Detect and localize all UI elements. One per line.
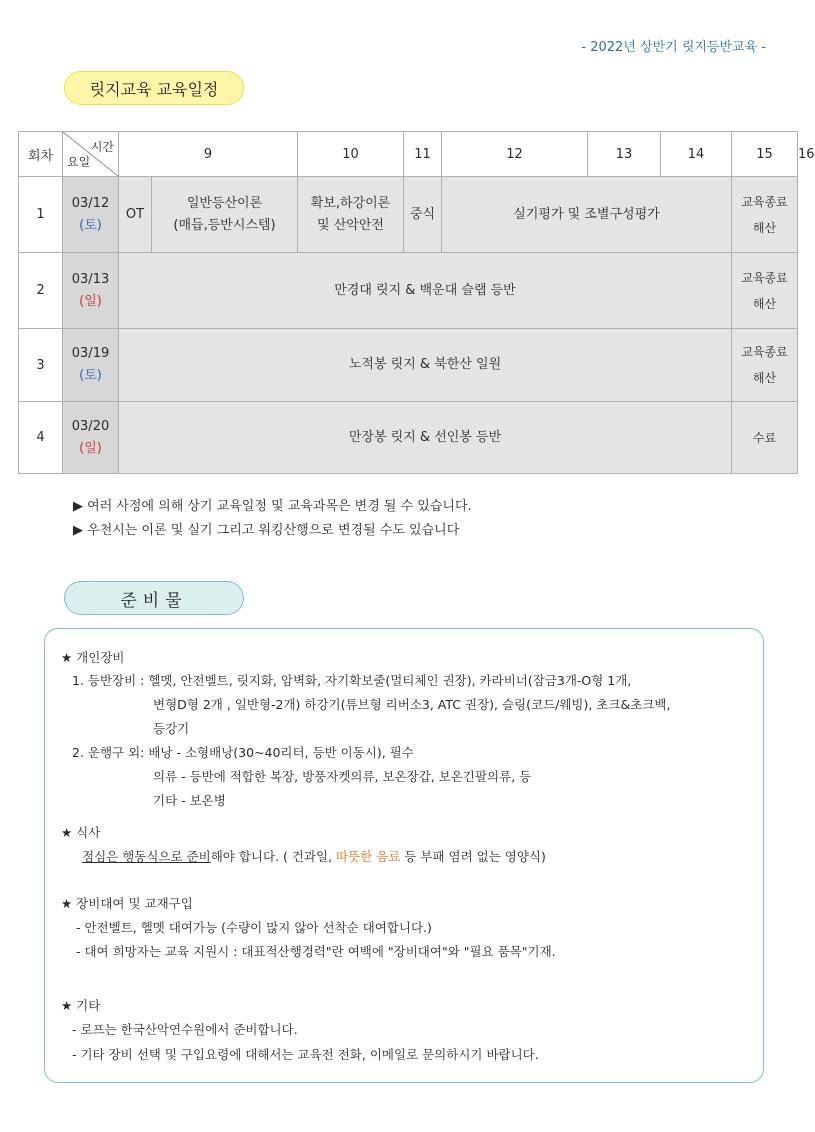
date-cell [63, 402, 119, 474]
hour-header: 12 [442, 132, 588, 177]
time-day-header [63, 132, 119, 177]
personal-gear-title: ★ 개인장비 [61, 650, 125, 665]
meal-text: 해야 합니다. ( 건과일, [210, 849, 337, 864]
header-note: - 2022년 상반기 릿지등반교육 - [581, 40, 766, 55]
practice-cell: 실기평가 및 조별구성평가 [442, 177, 732, 253]
theory1-line2: (매듭,등반시스템) [173, 217, 276, 233]
theory1-line1: 일반등산이론 [186, 195, 263, 211]
col-time-label: 시간 [90, 140, 114, 154]
hiking-gear-line: 의류 - 등반에 적합한 복장, 방풍자켓의류, 보온장갑, 보온긴팔의류, 등 [153, 769, 532, 784]
meal-highlight: 따뜻한 음료 [336, 849, 401, 864]
end-line2: 해산 [752, 296, 777, 311]
session-cell: 만장봉 릿지 & 선인봉 등반 [119, 402, 732, 474]
schedule-title: 릿지교육 교육일정 [64, 71, 244, 105]
end-cell: 수료 [732, 402, 798, 474]
rental-title: ★ 장비대여 및 교재구입 [61, 896, 193, 911]
meal-line [82, 847, 546, 865]
date: 03/19 [71, 346, 110, 361]
ot-cell: OT [119, 177, 152, 253]
climbing-gear-line: 1. 등반장비 : 헬멧, 안전벨트, 릿지화, 암벽화, 자기확보줄(멀티체인 권장), 카라비너(잠금3개-O형 1개, [72, 673, 632, 688]
climbing-gear-line: 변형D형 2개 , 일반형-2개) 하강기(튜브형 리버소3, ATC 권장), 슬링(코드/웨빙), 초크&초크백, [153, 697, 671, 712]
round-number: 1 [19, 177, 63, 253]
date: 03/20 [71, 418, 110, 434]
round-number: 4 [19, 402, 63, 474]
round-number: 3 [19, 329, 63, 402]
date-cell [63, 177, 119, 253]
rental-line: - 대여 희망자는 교육 지원시 : 대표적산행경력"란 여백에 "장비대여"와 "필요 품목"기재. [76, 944, 556, 959]
note-line: ▶ 여러 사정에 의해 상기 교육일정 및 교육과목은 변경 될 수 있습니다. [73, 499, 472, 514]
date: 03/12 [71, 195, 110, 211]
date-cell [63, 329, 119, 402]
theory2-cell [298, 177, 404, 253]
weekday-sun: (일) [79, 440, 102, 456]
weekday-sat: (토) [79, 217, 102, 233]
schedule-table [18, 131, 815, 474]
end-line1: 교육종료 [741, 345, 788, 359]
note-line: ▶ 우천시는 이론 및 실기 그리고 워킹산행으로 변경될 수도 있습니다 [73, 523, 460, 538]
hour-header: 15 [732, 132, 798, 177]
date: 03/13 [71, 271, 110, 287]
meal-title: ★ 식사 [61, 825, 101, 840]
schedule-notes [73, 495, 472, 543]
theory2-line2: 및 산악안전 [317, 217, 384, 233]
lunch-cell: 중식 [404, 177, 442, 253]
end-line1: 교육종료 [741, 194, 788, 209]
end-line1: 교육종료 [741, 270, 788, 285]
hour-header: 10 [298, 132, 404, 177]
prep-title: 준비물 [64, 581, 244, 615]
theory2-line1: 확보,하강이론 [310, 195, 391, 211]
table-row [19, 329, 798, 402]
etc-line: - 로프는 한국산악연수원에서 준비합니다. [72, 1022, 298, 1037]
etc-title: ★ 기타 [61, 998, 101, 1013]
etc-line: - 기타 장비 선택 및 구입요령에 대해서는 교육전 전화, 이메일로 문의하시기 바랍니다. [72, 1047, 539, 1062]
session-cell: 만경대 릿지 & 백운대 슬랩 등반 [119, 253, 732, 329]
hour-header: 11 [404, 132, 442, 177]
theory1-cell [152, 177, 298, 253]
table-row [19, 177, 798, 253]
table-row [19, 402, 798, 474]
end-line2: 해산 [752, 371, 777, 385]
table-header-row: 회차 시간 요일 9 10 11 12 13 14 15 16 [19, 132, 798, 177]
round-number: 2 [19, 253, 63, 329]
hour-header: 9 [119, 132, 298, 177]
meal-text: 등 부패 염려 없는 영양식) [400, 849, 546, 864]
rental-line: - 안전벨트, 헬멧 대여가능 (수량이 많지 않아 선착순 대여합니다.) [76, 920, 432, 935]
date-cell [63, 253, 119, 329]
weekday-sat: (토) [79, 368, 102, 383]
end-cell [732, 329, 798, 402]
meal-underlined: 점심은 행동식으로 준비 [82, 849, 211, 864]
col-round-header: 회차 [19, 132, 63, 177]
weekday-sun: (일) [79, 293, 102, 309]
col-day-label: 요일 [67, 155, 91, 169]
hour-header: 14 [661, 132, 732, 177]
climbing-gear-line: 등강기 [153, 721, 190, 736]
table-row [19, 253, 798, 329]
end-cell [732, 253, 798, 329]
hour-header: 13 [588, 132, 661, 177]
end-cell [732, 177, 798, 253]
prep-box [44, 628, 764, 1083]
hiking-gear-line: 기타 - 보온병 [153, 793, 226, 808]
hiking-gear-line: 2. 운행구 외: 배낭 - 소형배낭(30~40리터, 등반 이동시), 필수 [72, 745, 414, 760]
session-cell: 노적봉 릿지 & 북한산 일원 [119, 329, 732, 402]
end-line2: 해산 [752, 220, 777, 235]
